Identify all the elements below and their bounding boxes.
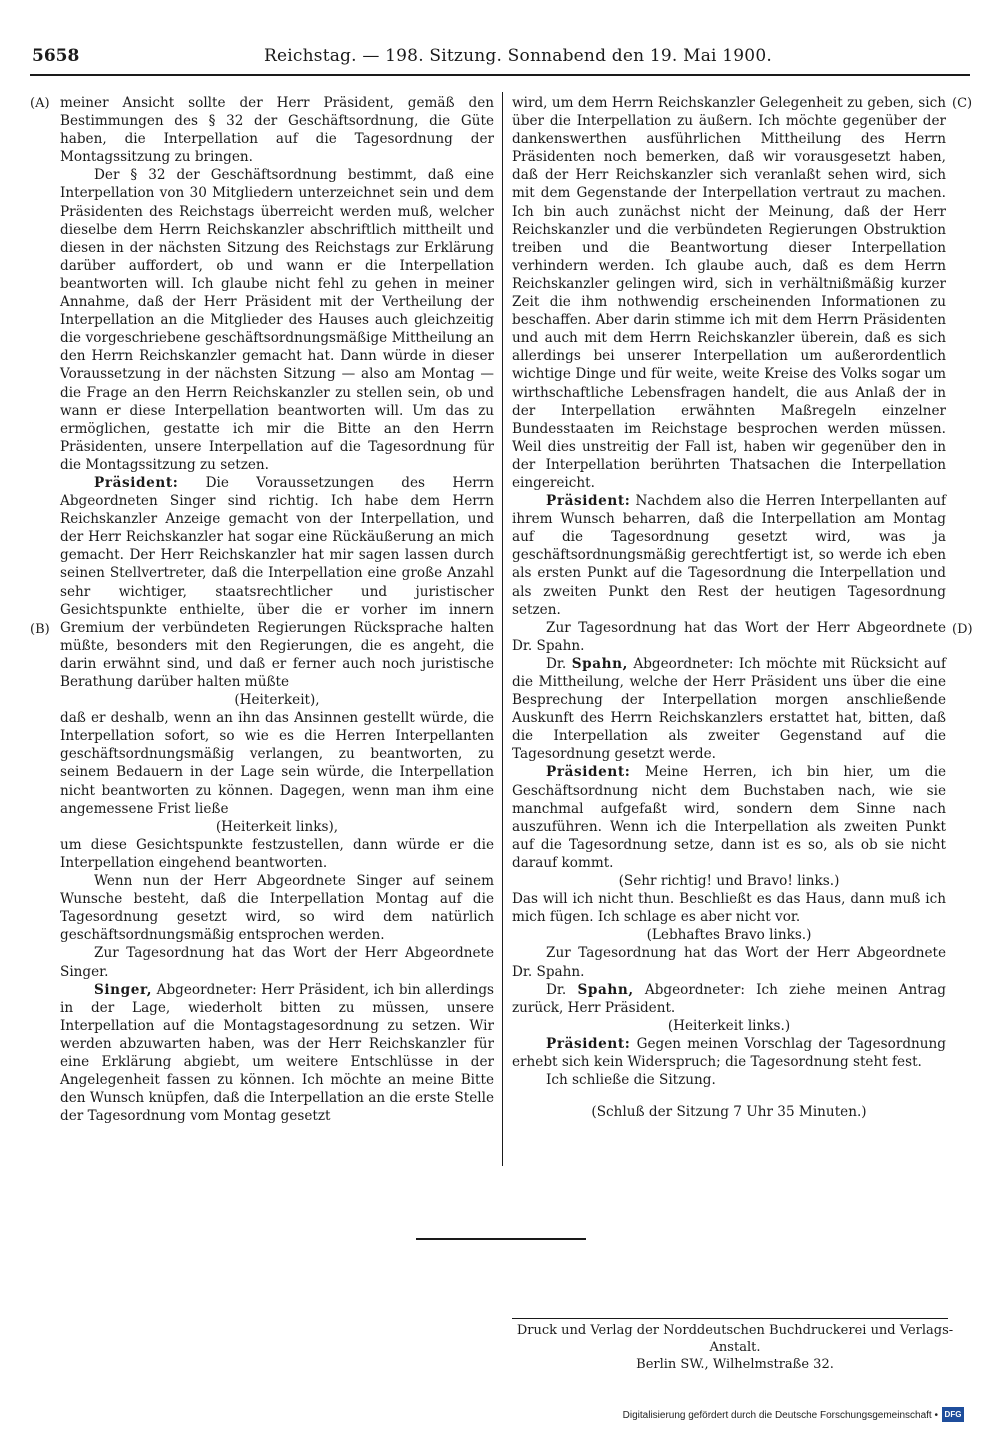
reaction: (Heiterkeit links.) [667, 1017, 791, 1034]
paragraph: Zur Tagesordnung hat das Wort der Herr Abgeordnete Dr. Spahn. [512, 619, 946, 654]
printer-imprint [512, 1322, 958, 1373]
paragraph: wird, um dem Herrn Reichskanzler Gelegenheit zu geben, sich über die Interpellation zu äußern. Ich möchte gegenüber der dankenswerthen ausführlichen Mittheilung des Herrn Präsidenten noch bemerken, daß wir vorausgesetzt haben, daß der Herr Reichskanzler sich veranlaßt sehen wird, sich mit dem Gegenstande der Interpellation vertraut zu machen. Ich bin auch zunächst nicht der Meinung, daß der Herr Reichskanzler und die verbündeten Regierungen Obstruktion treiben und die Beantwortung dieser Interpellation verhindern werden. Ich glaube auch, daß es dem Herrn Reichskanzler gelingen wird, sich in verhältnißmäßig kurzer Zeit die ihm nothwendig erscheinenden Informationen zu beschaffen. Aber darin stimme ich mit dem Herrn Präsidenten und auch mit dem Herrn Reichskanzler überein, daß es sich allerdings bei unserer Interpellation um außerordentlich wichtige Dinge und für weite, weite Kreise des Volks sogar um wirthschaftliche Lebensfragen handelt, die aus Anlaß der in der Interpellation erwähnten Maßregeln einzelner Bundesstaaten im Reichstage besprochen werden müssen. Weil dies unstreitig der Fall ist, haben wir gegenüber den in der Interpellation berührten Thatsachen die Interpellation eingereicht. [512, 95, 946, 491]
running-title: Reichstag. — 198. Sitzung. Sonnabend den 19. Mai 1900. [264, 46, 772, 66]
speech-text: Die Voraussetzungen des Herrn Abgeordneten Singer sind richtig. Ich habe dem Herrn Reichskanzler Anzeige gemacht von der Interpellation, und der Herr Reichskanzler hat sogar eine Rückäußerung an mich gemacht. Der Herr Reichskanzler hat mir sagen lassen durch seinen Stellvertreter, daß die Interpellation eine große Anzahl sehr wichtiger, staatsrechtlicher und juristischer Gesichtspunkte enthielte, über die er vorher im innern Gremium der verbündeten Regierungen Rücksprache halten müßte, besonders mit den Regierungen, die es angeht, die darin erwähnt sind, und daß er ferner auch noch juristische Berathung darüber halten müßte [60, 474, 494, 690]
speech-text: Gegen meinen Vorschlag der Tagesordnung erhebt sich kein Widerspruch; die Tagesordnung steht fest. [512, 1035, 946, 1070]
paragraph: Wenn nun der Herr Abgeordnete Singer auf seinem Wunsche besteht, daß die Interpellation Montag auf die Tagesordnung gesetzt wird, so wird dem natürlich geschäftsordnungsmäßig entsprochen werden. [60, 873, 494, 944]
speech-paragraph [60, 474, 494, 691]
dfg-logo: DFG [942, 1407, 964, 1422]
speech-text: Abgeordneter: Ich möchte mit Rücksicht auf die Mittheilung, welche der Herr Präsident uns über die eine Besprechung der Interpellation morgen anschließende Auskunft des Herrn Reichskanzlers erstattet hat, bitten, daß die Interpellation als zweiter Gegenstand auf die Tagesordnung gesetzt werde. [512, 655, 946, 763]
page-header [32, 46, 968, 70]
paragraph: Das will ich nicht thun. Beschließt es das Haus, dann muß ich mich fügen. Ich schlage es aber nicht vor. [512, 891, 946, 926]
speaker-title: Dr. [546, 655, 572, 672]
paragraph: Der § 32 der Geschäftsordnung bestimmt, daß eine Interpellation von 30 Mitgliedern unterzeichnet sein und dem Präsidenten des Reichstags überreicht werden muß, welcher dieselbe dem Herrn Reichskanzler abschriftlich mittheilt und diesen in der nächsten Sitzung des Reichstags zur Erklärung darüber auffordert, ob und wann er die Interpellation beantworten will. Ich glaube nicht fehl zu gehen in meiner Annahme, daß der Herr Präsident mit der Vertheilung der Interpellation an die Mitglieder des Hauses auch gleichzeitig die vorgeschriebene geschäftsordnungsmäßige Mittheilung an den Herrn Reichskanzler gemacht hat. Dann würde in dieser Voraussetzung in der nächsten Sitzung — also am Montag — die Frage an den Herrn Reichskanzler zu stellen sein, ob und wann er diese Interpellation beantworten will. Um das zu ermöglichen, gestatte ich mir die Bitte an den Herrn Präsidenten, unsere Interpellation auf die Tagesordnung für die Montagssitzung zu setzen. [60, 167, 494, 473]
column-divider [502, 92, 503, 1166]
digitization-note: Digitalisierung gefördert durch die Deutsche Forschungsgemeinschaft • [622, 1410, 938, 1421]
left-column [60, 94, 494, 1125]
speech-paragraph [512, 981, 946, 1017]
right-column [512, 94, 946, 1121]
speaker-name: Singer, [94, 981, 153, 998]
reaction: (Sehr richtig! und Bravo! links.) [618, 873, 840, 890]
speaker-name: Präsident: [94, 474, 179, 491]
paragraph: meiner Ansicht sollte der Herr Präsident, gemäß den Bestimmungen des § 32 der Geschäftsordnung, die Güte haben, die Interpellation auf die Tagesordnung der Montagssitzung zu bringen. [60, 95, 494, 166]
paragraph: Ich schließe die Sitzung. [546, 1072, 716, 1089]
speech-paragraph [512, 1035, 946, 1071]
reaction: (Heiterkeit links), [215, 818, 339, 835]
speech-text: Abgeordneter: Ich ziehe meinen Antrag zurück, Herr Präsident. [512, 981, 946, 1016]
paragraph: um diese Gesichtspunkte festzustellen, dann würde er die Interpellation eingehend beantworten. [60, 836, 494, 871]
imprint-line: Berlin SW., Wilhelmstraße 32. [636, 1357, 834, 1372]
paragraph: Zur Tagesordnung hat das Wort der Herr Abgeordnete Singer. [60, 945, 494, 980]
speech-text: Nachdem also die Herren Interpellanten auf ihrem Wunsch beharren, daß die Interpellation am Montag auf die Tagesordnung gesetzt wird, was ja geschäftsordnungsmäßig gerechtfertigt ist, so werde ich eben als ersten Punkt auf die Tagesordnung die Interpellation und als zweiten Punkt den Rest der heutigen Tagesordnung setzen. [512, 493, 946, 618]
margin-marker-a: (A) [30, 96, 50, 111]
speaker-title: Dr. [546, 981, 578, 998]
speaker-name: Spahn, [577, 981, 634, 998]
speech-text: Abgeordneter: Herr Präsident, ich bin allerdings in der Lage, wiederholt bitten zu müssen, unsere Interpellation auf die Montagstagesordnung zu setzen. Wir werden abzuwarten haben, was der Herr Reichskanzler für eine Erklärung abgiebt, um weitere Entschlüsse in der Angelegenheit fassen zu können. Ich möchte an meine Bitte den Wunsch knüpfen, daß die Interpellation an die erste Stelle der Tagesordnung vom Montag gesetzt [60, 981, 494, 1125]
speaker-name: Spahn, [571, 655, 628, 672]
imprint-rule [512, 1318, 948, 1319]
speech-paragraph [512, 763, 946, 872]
speaker-name: Präsident: [546, 764, 631, 781]
margin-marker-d: (D) [952, 622, 973, 637]
speech-text: Meine Herren, ich bin hier, um die Geschäftsordnung nicht dem Buchstaben nach, wie sie manchmal aufgefaßt wird, sondern dem Sinne nach auszuführen. Wenn ich die Interpellation als zweiten Punkt auf die Tagesordnung setze, dann ist es so, als ob sie nicht darauf kommt. [512, 764, 946, 871]
margin-marker-b: (B) [30, 622, 50, 637]
session-closing: (Schluß der Sitzung 7 Uhr 35 Minuten.) [591, 1104, 867, 1121]
speech-paragraph [512, 492, 946, 619]
end-rule [416, 1238, 586, 1240]
paragraph: daß er deshalb, wenn an ihn das Ansinnen gestellt würde, die Interpellation sofort, so wie es die Herren Interpellanten geschäftsordnungsmäßig verlangen, zu beantworten, zu seinem Bedauern in der Lage sein würde, die Interpellation nicht beantworten zu können. Dagegen, wenn man ihm eine angemessene Frist ließe [60, 710, 494, 817]
paragraph: Zur Tagesordnung hat das Wort der Herr Abgeordnete Dr. Spahn. [512, 945, 946, 980]
speech-paragraph [60, 981, 494, 1126]
header-rule [30, 74, 970, 76]
reaction: (Lebhaftes Bravo links.) [646, 927, 812, 944]
speaker-name: Präsident: [546, 493, 631, 510]
speaker-name: Präsident: [546, 1035, 631, 1052]
reaction: (Heiterkeit), [234, 692, 320, 709]
page-number: 5658 [32, 46, 80, 66]
imprint-line: Druck und Verlag der Norddeutschen Buchdruckerei und Verlags-Anstalt. [516, 1323, 954, 1355]
speech-paragraph [512, 655, 946, 764]
margin-marker-c: (C) [952, 96, 973, 111]
